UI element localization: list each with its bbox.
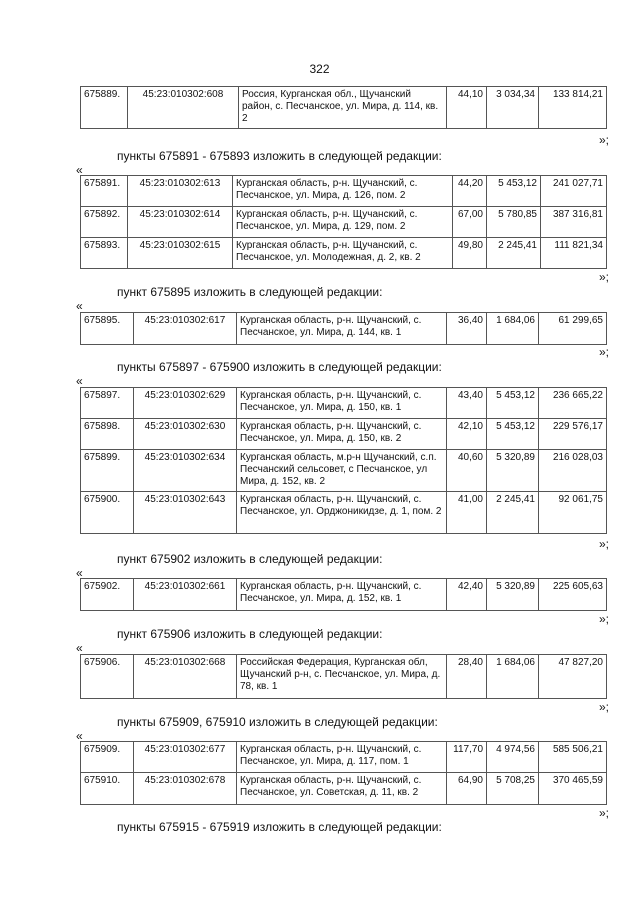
address: Курганская область, р-н. Щучанский, с. Песчанское, ул. Советская, д. 11, кв. 2 bbox=[237, 773, 447, 805]
total: 387 316,81 bbox=[541, 207, 607, 238]
record-number: 675893. bbox=[81, 238, 128, 269]
records-table bbox=[80, 312, 607, 345]
cadastral-number: 45:23:010302:643 bbox=[134, 492, 237, 534]
record-number: 675892. bbox=[81, 207, 128, 238]
cadastral-number: 45:23:010302:630 bbox=[134, 419, 237, 450]
address: Курганская область, р-н. Щучанский, с. Песчанское, ул. Мира, д. 152, кв. 1 bbox=[237, 579, 447, 611]
table-row bbox=[81, 579, 607, 611]
table-row bbox=[81, 655, 607, 699]
area: 117,70 bbox=[447, 742, 487, 773]
records-table bbox=[80, 654, 607, 699]
area: 28,40 bbox=[447, 655, 487, 699]
area: 42,40 bbox=[447, 579, 487, 611]
price: 3 034,34 bbox=[487, 87, 539, 129]
open-quote: « bbox=[76, 163, 83, 177]
open-quote: « bbox=[76, 374, 83, 388]
record-number: 675897. bbox=[81, 388, 134, 419]
close-quote: »; bbox=[598, 270, 609, 284]
record-number: 675909. bbox=[81, 742, 134, 773]
price: 5 780,85 bbox=[487, 207, 541, 238]
total: 61 299,65 bbox=[539, 313, 607, 345]
cadastral-number: 45:23:010302:617 bbox=[134, 313, 237, 345]
address: Курганская область, р-н. Щучанский, с. Песчанское, ул. Орджоникидзе, д. 1, пом. 2 bbox=[237, 492, 447, 534]
close-quote: »; bbox=[598, 806, 609, 820]
open-quote: « bbox=[76, 299, 83, 313]
area: 36,40 bbox=[447, 313, 487, 345]
total: 241 027,71 bbox=[541, 176, 607, 207]
address: Курганская область, р-н. Щучанский, с. Песчанское, ул. Мира, д. 117, пом. 1 bbox=[237, 742, 447, 773]
price: 2 245,41 bbox=[487, 492, 539, 534]
section-heading: пункт 675895 изложить в следующей редакции: bbox=[117, 285, 383, 299]
cadastral-number: 45:23:010302:608 bbox=[128, 87, 239, 129]
price: 5 453,12 bbox=[487, 419, 539, 450]
address: Россия, Курганская обл., Щучанский район, с. Песчанское, ул. Мира, д. 114, кв. 2 bbox=[239, 87, 447, 129]
price: 5 453,12 bbox=[487, 388, 539, 419]
record-number: 675889. bbox=[81, 87, 128, 129]
area: 67,00 bbox=[453, 207, 487, 238]
table-row bbox=[81, 773, 607, 805]
total: 216 028,03 bbox=[539, 450, 607, 492]
address: Курганская область, р-н. Щучанский, с. Песчанское, ул. Мира, д. 144, кв. 1 bbox=[237, 313, 447, 345]
open-quote: « bbox=[76, 729, 83, 743]
area: 42,10 bbox=[447, 419, 487, 450]
address: Курганская область, р-н. Щучанский, с. Песчанское, ул. Мира, д. 150, кв. 2 bbox=[237, 419, 447, 450]
table-row bbox=[81, 419, 607, 450]
total: 236 665,22 bbox=[539, 388, 607, 419]
open-quote: « bbox=[76, 566, 83, 580]
open-quote: « bbox=[76, 641, 83, 655]
area: 49,80 bbox=[453, 238, 487, 269]
total: 585 506,21 bbox=[539, 742, 607, 773]
records-table bbox=[80, 387, 607, 534]
record-number: 675895. bbox=[81, 313, 134, 345]
records-table bbox=[80, 175, 607, 269]
section-heading: пункты 675909, 675910 изложить в следующей редакции: bbox=[117, 715, 438, 729]
table-row bbox=[81, 313, 607, 345]
cadastral-number: 45:23:010302:677 bbox=[134, 742, 237, 773]
record-number: 675906. bbox=[81, 655, 134, 699]
cadastral-number: 45:23:010302:634 bbox=[134, 450, 237, 492]
total: 47 827,20 bbox=[539, 655, 607, 699]
records-table bbox=[80, 741, 607, 805]
section-heading: пункты 675897 - 675900 изложить в следующей редакции: bbox=[117, 360, 442, 374]
page-number: 322 bbox=[309, 62, 330, 76]
cadastral-number: 45:23:010302:678 bbox=[134, 773, 237, 805]
close-quote: »; bbox=[598, 133, 609, 147]
table-row bbox=[81, 388, 607, 419]
total: 111 821,34 bbox=[541, 238, 607, 269]
record-number: 675898. bbox=[81, 419, 134, 450]
record-number: 675910. bbox=[81, 773, 134, 805]
price: 5 320,89 bbox=[487, 450, 539, 492]
table-row bbox=[81, 87, 607, 129]
cadastral-number: 45:23:010302:668 bbox=[134, 655, 237, 699]
cadastral-number: 45:23:010302:613 bbox=[128, 176, 233, 207]
price: 1 684,06 bbox=[487, 313, 539, 345]
price: 1 684,06 bbox=[487, 655, 539, 699]
total: 133 814,21 bbox=[539, 87, 607, 129]
section-heading: пункты 675915 - 675919 изложить в следующей редакции: bbox=[117, 820, 442, 834]
area: 44,20 bbox=[453, 176, 487, 207]
cadastral-number: 45:23:010302:629 bbox=[134, 388, 237, 419]
cadastral-number: 45:23:010302:615 bbox=[128, 238, 233, 269]
table-row bbox=[81, 742, 607, 773]
total: 225 605,63 bbox=[539, 579, 607, 611]
records-table bbox=[80, 86, 607, 129]
address: Курганская область, р-н. Щучанский, с. Песчанское, ул. Мира, д. 126, пом. 2 bbox=[233, 176, 453, 207]
table-row bbox=[81, 492, 607, 534]
address: Курганская область, м.р-н Щучанский, с.п. Песчанский сельсовет, с Песчанское, ул Мира, д. 152, кв. 2 bbox=[237, 450, 447, 492]
price: 2 245,41 bbox=[487, 238, 541, 269]
record-number: 675900. bbox=[81, 492, 134, 534]
section-heading: пункт 675902 изложить в следующей редакции: bbox=[117, 552, 383, 566]
price: 5 320,89 bbox=[487, 579, 539, 611]
price: 5 453,12 bbox=[487, 176, 541, 207]
total: 229 576,17 bbox=[539, 419, 607, 450]
table-row bbox=[81, 450, 607, 492]
area: 43,40 bbox=[447, 388, 487, 419]
price: 4 974,56 bbox=[487, 742, 539, 773]
close-quote: »; bbox=[598, 537, 609, 551]
area: 44,10 bbox=[447, 87, 487, 129]
address: Российская Федерация, Курганская обл, Щучанский р-н, с. Песчанское, ул. Мира, д. 78, кв. 1 bbox=[237, 655, 447, 699]
records-table bbox=[80, 578, 607, 611]
record-number: 675902. bbox=[81, 579, 134, 611]
record-number: 675899. bbox=[81, 450, 134, 492]
section-heading: пункт 675906 изложить в следующей редакции: bbox=[117, 627, 383, 641]
close-quote: »; bbox=[598, 612, 609, 626]
table-row bbox=[81, 238, 607, 269]
close-quote: »; bbox=[598, 345, 609, 359]
cadastral-number: 45:23:010302:661 bbox=[134, 579, 237, 611]
cadastral-number: 45:23:010302:614 bbox=[128, 207, 233, 238]
table-row bbox=[81, 207, 607, 238]
area: 41,00 bbox=[447, 492, 487, 534]
total: 92 061,75 bbox=[539, 492, 607, 534]
section-heading: пункты 675891 - 675893 изложить в следующей редакции: bbox=[117, 149, 442, 163]
close-quote: »; bbox=[598, 700, 609, 714]
address: Курганская область, р-н. Щучанский, с. Песчанское, ул. Мира, д. 129, пом. 2 bbox=[233, 207, 453, 238]
table-row bbox=[81, 176, 607, 207]
address: Курганская область, р-н. Щучанский, с. Песчанское, ул. Молодежная, д. 2, кв. 2 bbox=[233, 238, 453, 269]
area: 40,60 bbox=[447, 450, 487, 492]
area: 64,90 bbox=[447, 773, 487, 805]
record-number: 675891. bbox=[81, 176, 128, 207]
total: 370 465,59 bbox=[539, 773, 607, 805]
price: 5 708,25 bbox=[487, 773, 539, 805]
address: Курганская область, р-н. Щучанский, с. Песчанское, ул. Мира, д. 150, кв. 1 bbox=[237, 388, 447, 419]
